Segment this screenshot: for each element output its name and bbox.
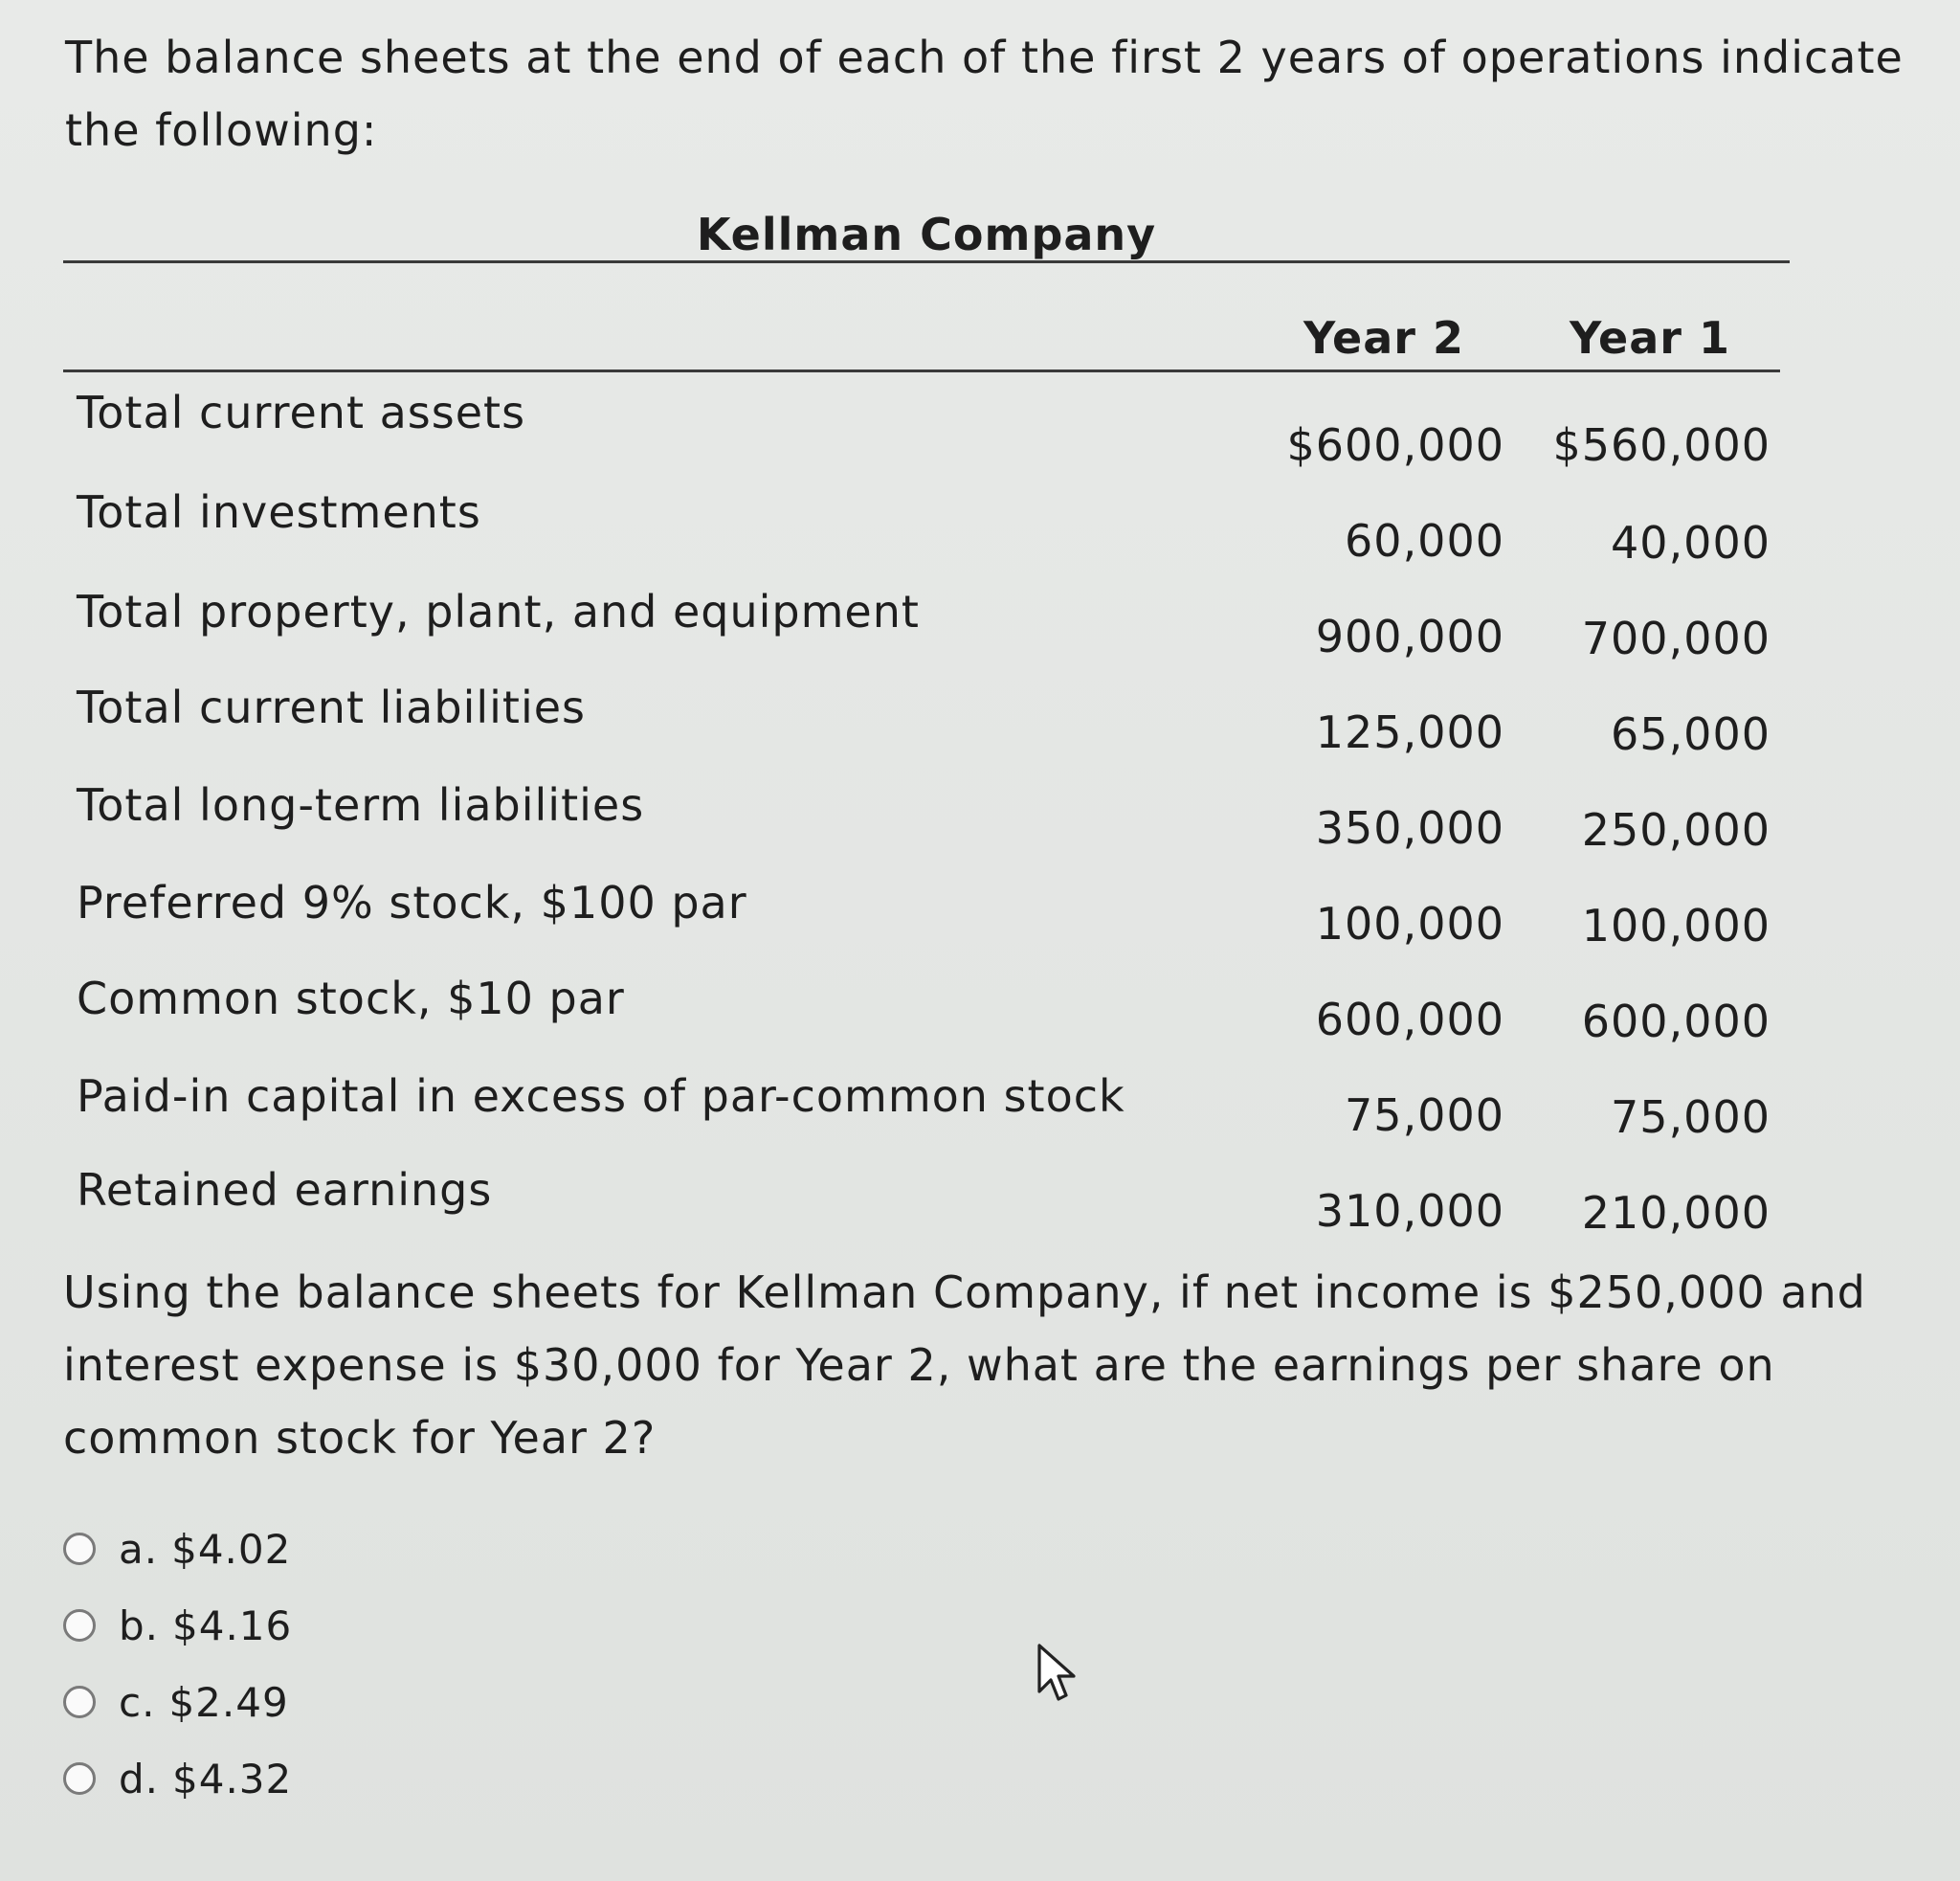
option-c[interactable]: [63, 1664, 292, 1740]
row-value-year-1: 65,000: [1611, 708, 1771, 760]
row-label-total-investments: Total investments: [77, 486, 481, 538]
row-value-year-2: 900,000: [1315, 611, 1504, 662]
title-divider: [63, 260, 1790, 263]
row-value-year-2: 75,000: [1345, 1089, 1504, 1141]
row-value-year-1: 700,000: [1581, 613, 1771, 664]
option-letter: b.: [119, 1601, 160, 1649]
row-label-total-long-term-liabilities: Total long-term liabilities: [77, 779, 645, 831]
row-value-year-1: 75,000: [1611, 1091, 1771, 1143]
radio-button-icon[interactable]: [63, 1609, 96, 1642]
table-title: Kellman Company: [696, 209, 1157, 260]
row-label-preferred-stock: Preferred 9% stock, $100 par: [77, 877, 747, 929]
row-value-year-2: 600,000: [1315, 994, 1504, 1045]
row-label-retained-earnings: Retained earnings: [77, 1164, 493, 1216]
option-a[interactable]: [63, 1511, 292, 1587]
row-label-total-current-assets: Total current assets: [77, 387, 526, 438]
option-letter: c.: [119, 1678, 156, 1726]
option-value: $4.16: [172, 1601, 293, 1649]
mouse-pointer-icon: [1036, 1641, 1081, 1708]
radio-button-icon[interactable]: [63, 1762, 96, 1795]
column-header-year-1: Year 1: [1569, 312, 1730, 364]
row-value-year-2: $600,000: [1286, 419, 1504, 471]
row-value-year-1: 100,000: [1581, 900, 1771, 952]
row-value-year-2: 125,000: [1315, 706, 1504, 758]
radio-button-icon[interactable]: [63, 1686, 96, 1718]
option-value: $4.32: [172, 1755, 293, 1803]
row-value-year-2: 60,000: [1345, 515, 1504, 567]
row-value-year-2: 350,000: [1315, 802, 1504, 854]
option-letter: a.: [119, 1525, 159, 1573]
option-value: $2.49: [168, 1678, 289, 1726]
option-d[interactable]: [63, 1740, 292, 1817]
row-value-year-2: 310,000: [1315, 1185, 1504, 1237]
row-value-year-2: 100,000: [1315, 898, 1504, 950]
column-header-year-2: Year 2: [1303, 312, 1464, 364]
row-label-common-stock: Common stock, $10 par: [77, 973, 625, 1024]
row-label-total-ppe: Total property, plant, and equipment: [77, 586, 920, 638]
row-value-year-1: $560,000: [1552, 419, 1771, 471]
radio-button-icon[interactable]: [63, 1533, 96, 1565]
option-letter: d.: [119, 1755, 160, 1803]
option-b[interactable]: [63, 1587, 292, 1664]
row-value-year-1: 40,000: [1611, 517, 1771, 569]
header-divider: [63, 369, 1780, 372]
option-value: $4.02: [171, 1525, 292, 1573]
row-value-year-1: 210,000: [1581, 1187, 1771, 1239]
row-value-year-1: 600,000: [1581, 996, 1771, 1047]
row-label-paid-in-capital: Paid-in capital in excess of par-common stock: [77, 1070, 1125, 1122]
row-label-total-current-liabilities: Total current liabilities: [77, 682, 586, 733]
question-text: Using the balance sheets for Kellman Company, if net income is $250,000 and interest expense is $30,000 for Year 2, what are the earnings per share on common stock for Year 2?: [63, 1266, 1866, 1464]
row-value-year-1: 250,000: [1581, 804, 1771, 856]
intro-text: The balance sheets at the end of each of the first 2 years of operations indicate the following:: [65, 32, 1904, 156]
answer-options: [63, 1511, 292, 1817]
